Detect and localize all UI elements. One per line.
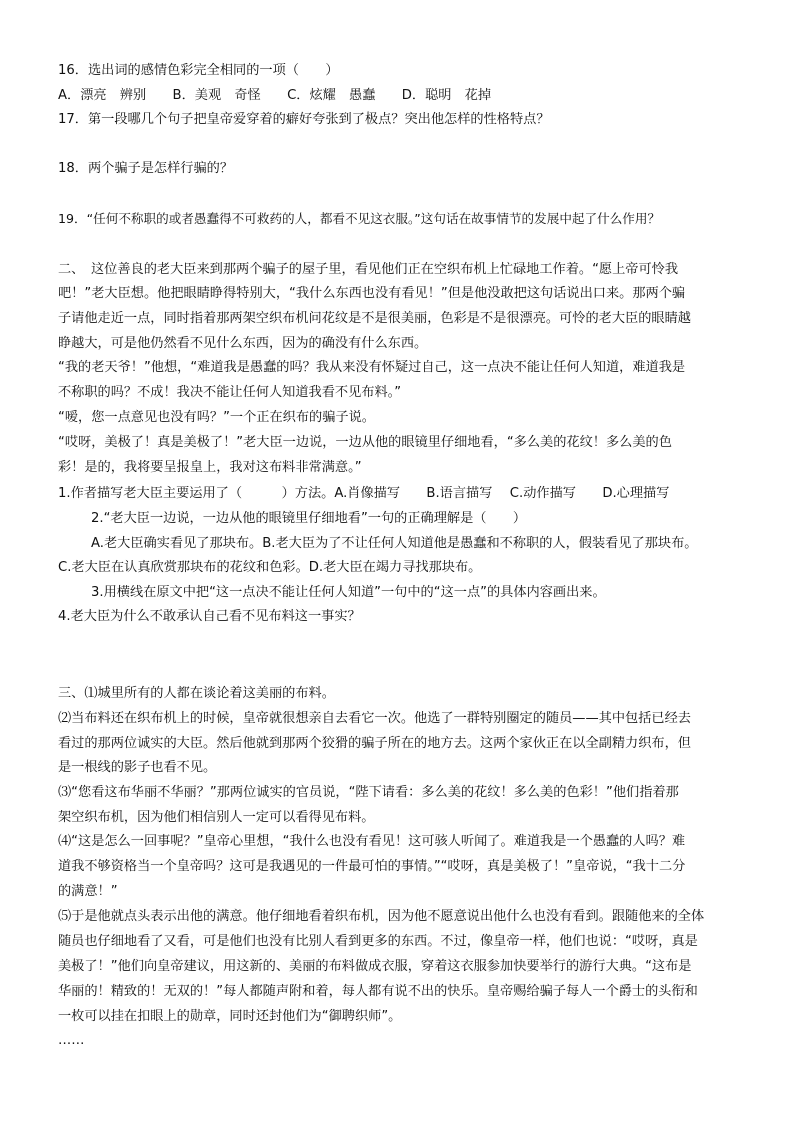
section2-para4-line2: 彩！是的，我将要呈报皇上，我对这布料非常满意。” <box>58 460 362 475</box>
section2-para1-line2: 吧！”老大臣想。他把眼睛睁得特别大，“我什么东西也没有看见！”但是他没敢把这句话说出口来。那两个骗 <box>58 286 686 301</box>
question-18: 18．两个骗子是怎样行骗的？ <box>58 161 234 176</box>
section3-para1: 三、⑴城里所有的人都在谈论着这美丽的布料。 <box>58 686 335 701</box>
section3-para4-line3: 的满意！” <box>58 884 118 899</box>
section2-para1-line4: 睁越大，可是他仍然看不见什么东西，因为的确没有什么东西。 <box>58 336 428 351</box>
section3-para5-line4: 华丽的！精致的！无双的！”每人都随声附和着，每人都有说不出的快乐。皇帝赐给骗子每人一个爵士的头衔和 <box>58 984 698 999</box>
section2-question-4: 4.老大臣为什么不敢承认自己看不见布料这一事实？ <box>58 609 361 624</box>
section3-para4-line1: ⑷“这是怎么一回事呢？”皇帝心里想，“我什么也没有看见！这可骇人听闻了。难道我是一个愚蠢的人吗？难 <box>58 834 686 849</box>
section2-question-2-options-ab: A.老大臣确实看见了那块布。B.老大臣为了不让任何人知道他是愚蠢和不称职的人，假装看见了那块布。 <box>91 536 698 551</box>
section3-para5-line5: 一枚可以挂在扣眼上的勋章，同时还封他们为“御聘织师”。 <box>58 1009 402 1024</box>
section2-para2-line2: 不称职的吗？不成！我决不能让任何人知道我看不见布料。” <box>58 385 402 400</box>
section2-para4-line1: “哎呀，美极了！真是美极了！”老大臣一边说，一边从他的眼镜里仔细地看，“多么美的花纹！多么美的色 <box>58 435 672 450</box>
section3-para2-line2: 看过的那两位诚实的大臣。然后他就到那两个狡猾的骗子所在的地方去。这两个家伙正在以全副精力织布，但 <box>58 736 691 751</box>
section3-para3-line2: 架空织布机，因为他们相信别人一定可以看得见布料。 <box>58 810 375 825</box>
section2-para1-line1: 二、 这位善良的老大臣来到那两个骗子的屋子里，看见他们正在空织布机上忙碌地工作着。“愿上帝可怜我 <box>58 262 679 277</box>
section3-para4-line2: 道我不够资格当一个皇帝吗？这可是我遇见的一件最可怕的事情。”“哎呀，真是美极了！”皇帝说，“我十二分 <box>58 859 686 874</box>
section3-para5-line3: 美极了！”他们向皇帝建议，用这新的、美丽的布料做成衣服，穿着这衣服参加快要举行的游行大典。“这布是 <box>58 959 692 974</box>
section2-question-3: 3.用横线在原文中把“这一点决不能让任何人知道”一句中的“这一点”的具体内容画出来。 <box>91 585 606 600</box>
section3-para2-line3: 是一根线的影子也看不见。 <box>58 760 217 775</box>
question-19: 19．“任何不称职的或者愚蠢得不可救药的人，都看不见这衣服。”这句话在故事情节的发展中起了什么作用？ <box>58 211 661 226</box>
question-16: 16．选出词的感情色彩完全相同的一项（ ） <box>58 63 339 78</box>
section3-para2-line1: ⑵当布料还在织布机上的时候，皇帝就很想亲自去看它一次。他选了一群特别圈定的随员——其中包括已经去 <box>58 711 691 726</box>
section3-para5-line1: ⑸于是他就点头表示出他的满意。他仔细地看着织布机，因为他不愿意说出他什么也没有看到。跟随他来的全体 <box>58 909 705 924</box>
question-16-options: A．漂亮 辨别 B．美观 奇怪 C．炫耀 愚蠢 D．聪明 花掉 <box>58 88 492 103</box>
section2-para3: “嗳，您一点意见也没有吗？”一个正在织布的骗子说。 <box>58 410 375 425</box>
section2-para2-line1: “我的老天爷！”他想，“难道我是愚蠢的吗？我从来没有怀疑过自己，这一点决不能让任何人知道，难道我是 <box>58 360 686 375</box>
section2-question-1: 1.作者描写老大臣主要运用了（ ）方法。A.肖像描写 B.语言描写 C.动作描写 D.心理描写 <box>58 486 670 501</box>
question-17: 17．第一段哪几个句子把皇帝爱穿着的癖好夸张到了极点？突出他怎样的性格特点？ <box>58 112 550 127</box>
section3-para3-line1: ⑶“您看这布华丽不华丽？”那两位诚实的官员说，“陛下请看：多么美的花纹！多么美的色彩！”他们指着那 <box>58 785 679 800</box>
section3-para5-line2: 随员也仔细地看了又看，可是他们也没有比别人看到更多的东西。不过，像皇帝一样，他们也说：“哎呀，真是 <box>58 934 698 949</box>
ellipsis: …… <box>58 1033 85 1048</box>
section2-question-2: 2.“老大臣一边说，一边从他的眼镜里仔细地看”一句的正确理解是（ ） <box>91 511 527 526</box>
section2-question-2-options-cd: C.老大臣在认真欣赏那块布的花纹和色彩。D.老大臣在竭力寻找那块布。 <box>58 560 482 575</box>
section2-para1-line3: 子请他走近一点，同时指着那两架空织布机问花纹是不是很美丽，色彩是不是很漂亮。可怜的老大臣的眼睛越 <box>58 311 691 326</box>
